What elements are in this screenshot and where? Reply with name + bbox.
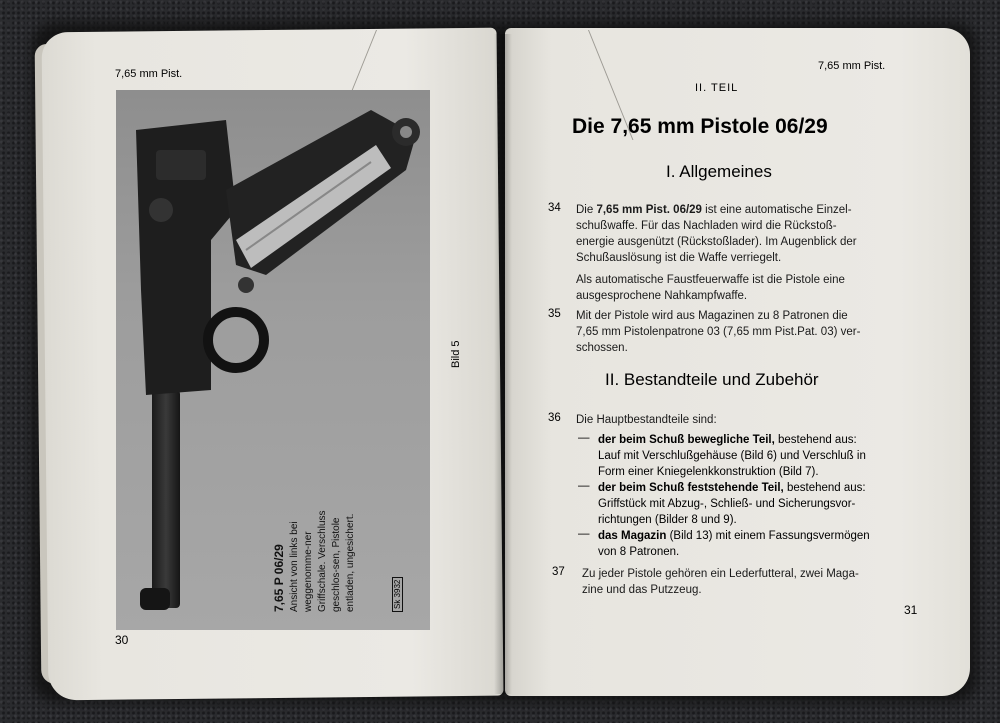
chapter-title: Die 7,65 mm Pistole 06/29 (572, 115, 828, 138)
p35-line-1: Mit der Pistole wird aus Magazinen zu 8 Patronen die (576, 310, 848, 322)
p34-line-4: Schußauslösung ist die Waffe verriegelt. (576, 252, 782, 264)
caption-title: 7,65 P 06/29 (272, 544, 286, 612)
b2-bold: der beim Schuß feststehende Teil, (598, 482, 784, 494)
p35-line-3: schossen. (576, 342, 628, 354)
bullet-1-line-2: Lauf mit Verschlußgehäuse (Bild 6) und Verschluß in (598, 450, 866, 462)
p34-line-3: energie ausgenützt (Rückstoßlader). Im Augenblick der (576, 236, 857, 248)
section-heading-parts: II. Bestandteile und Zubehör (605, 370, 819, 389)
bullet-3-line-1 (598, 528, 870, 544)
paragraph-number-36: 36 (548, 412, 561, 424)
b1-rest: bestehend aus: (778, 434, 857, 446)
bullet-dash-3: — (578, 528, 590, 540)
b1-bold: der beim Schuß bewegliche Teil, (598, 434, 775, 446)
p34-bold: 7,65 mm Pist. 06/29 (596, 204, 702, 216)
p34-line-6: ausgesprochene Nahkampfwaffe. (576, 290, 748, 302)
left-header: 7,65 mm Pist. (115, 68, 183, 80)
right-header: 7,65 mm Pist. (818, 60, 886, 72)
part-label: II. TEIL (695, 82, 739, 94)
p34-text-b: ist eine automatische Einzel- (705, 204, 852, 216)
section-heading-general: I. Allgemeines (666, 162, 772, 181)
b3-rest: (Bild 13) mit einem Fassungsvermögen (669, 530, 870, 542)
paragraph-number-37: 37 (552, 566, 565, 578)
b2-rest: bestehend aus: (786, 482, 866, 494)
book-gutter (494, 34, 512, 694)
p34-text-a: Die (576, 204, 594, 216)
bullet-3-line-2: von 8 Patronen. (598, 546, 680, 558)
paragraph-number-34: 34 (548, 202, 561, 214)
bullet-1-line-1 (598, 432, 857, 448)
b3-bold: das Magazin (598, 530, 667, 542)
archive-stamp: Sk 3932 (392, 577, 403, 612)
bullet-1-line-3: Form einer Kniegelenkkonstruktion (Bild 7). (598, 466, 819, 478)
bullet-dash-1: — (578, 432, 590, 444)
p35-line-2: 7,65 mm Pistolenpatrone 03 (7,65 mm Pist.Pat. 03) ver- (576, 326, 861, 338)
right-page-number: 31 (904, 603, 918, 617)
p36-line-1: Die Hauptbestandteile sind: (576, 414, 717, 426)
caption-text: Ansicht von links bei weggenomme-ner Griffschale. Verschluss geschlos-sen, Pistole entladen, ungesichert. (289, 510, 356, 612)
p34-line-2: schußwaffe. Für das Nachladen wird die Rückstoß- (576, 220, 837, 232)
figure-caption (272, 482, 358, 612)
left-page-number: 30 (115, 633, 129, 647)
paragraph-34-line-1 (576, 202, 906, 218)
bullet-dash-2: — (578, 480, 590, 492)
p37-line-1: Zu jeder Pistole gehören ein Lederfutteral, zwei Maga- (582, 568, 859, 580)
p34-line-5: Als automatische Faustfeuerwaffe ist die Pistole eine (576, 274, 845, 286)
p37-line-2: zine und das Putzzeug. (582, 584, 702, 596)
bullet-2-line-2: Griffstück mit Abzug-, Schließ- und Sicherungsvor- (598, 498, 856, 510)
bullet-2-line-1 (598, 480, 866, 496)
paragraph-number-35: 35 (548, 308, 561, 320)
bullet-2-line-3: richtungen (Bilder 8 und 9). (598, 514, 737, 526)
figure-label: Bild 5 (450, 340, 462, 368)
